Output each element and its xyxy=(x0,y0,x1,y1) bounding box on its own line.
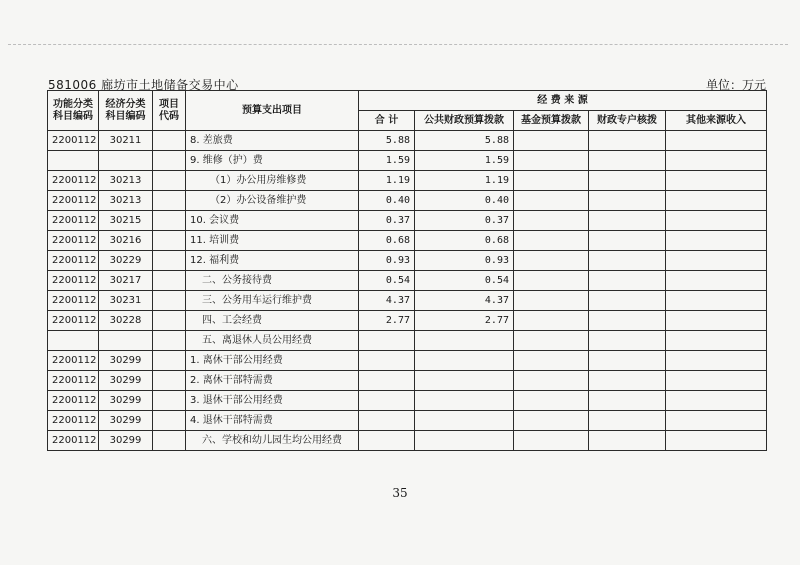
cell-func-code: 2200112 xyxy=(48,311,99,331)
cell-public-finance: 0.68 xyxy=(415,231,514,251)
cell-special-account xyxy=(589,211,666,231)
cell-public-finance xyxy=(415,391,514,411)
scan-artifact-line xyxy=(8,44,788,51)
cell-func-code: 2200112 xyxy=(48,431,99,451)
table-row xyxy=(48,171,767,191)
cell-project-code xyxy=(153,331,186,351)
cell-public-finance xyxy=(415,371,514,391)
organization-title: 581006 廊坊市土地储备交易中心 xyxy=(48,78,239,92)
unit-label: 单位：万元 xyxy=(705,78,766,92)
cell-other-income xyxy=(666,331,767,351)
cell-func-code: 2200112 xyxy=(48,251,99,271)
cell-item: 三、公务用车运行维护费 xyxy=(186,291,359,311)
cell-public-finance xyxy=(415,351,514,371)
cell-func-code: 2200112 xyxy=(48,291,99,311)
col-project-code: 项目代码 xyxy=(153,91,186,131)
cell-econ-code: 30299 xyxy=(99,391,153,411)
cell-total: 0.37 xyxy=(359,211,415,231)
cell-func-code xyxy=(48,151,99,171)
cell-econ-code: 30213 xyxy=(99,191,153,211)
cell-other-income xyxy=(666,171,767,191)
cell-total xyxy=(359,391,415,411)
cell-project-code xyxy=(153,191,186,211)
cell-total xyxy=(359,431,415,451)
table-row xyxy=(48,151,767,171)
cell-fund-budget xyxy=(514,191,589,211)
cell-other-income xyxy=(666,271,767,291)
table-row xyxy=(48,431,767,451)
cell-project-code xyxy=(153,311,186,331)
table-row xyxy=(48,391,767,411)
cell-item: 12. 福利费 xyxy=(186,251,359,271)
cell-public-finance: 2.77 xyxy=(415,311,514,331)
cell-func-code: 2200112 xyxy=(48,271,99,291)
cell-fund-budget xyxy=(514,431,589,451)
cell-special-account xyxy=(589,411,666,431)
cell-special-account xyxy=(589,131,666,151)
cell-public-finance xyxy=(415,331,514,351)
cell-func-code: 2200112 xyxy=(48,191,99,211)
table-row xyxy=(48,211,767,231)
cell-special-account xyxy=(589,311,666,331)
cell-other-income xyxy=(666,291,767,311)
cell-fund-budget xyxy=(514,391,589,411)
cell-project-code xyxy=(153,431,186,451)
cell-func-code: 2200112 xyxy=(48,371,99,391)
cell-project-code xyxy=(153,151,186,171)
cell-fund-budget xyxy=(514,251,589,271)
cell-fund-budget xyxy=(514,291,589,311)
col-funding-source: 经 费 来 源 xyxy=(359,91,767,111)
table-row xyxy=(48,311,767,331)
cell-fund-budget xyxy=(514,211,589,231)
cell-special-account xyxy=(589,331,666,351)
cell-special-account xyxy=(589,151,666,171)
cell-econ-code: 30299 xyxy=(99,351,153,371)
cell-other-income xyxy=(666,131,767,151)
col-other-income: 其他来源收入 xyxy=(666,111,767,131)
cell-item: （2）办公设备维护费 xyxy=(186,191,359,211)
cell-item: 2. 离休干部特需费 xyxy=(186,371,359,391)
cell-special-account xyxy=(589,191,666,211)
col-special-account: 财政专户核拨 xyxy=(589,111,666,131)
cell-econ-code: 30299 xyxy=(99,411,153,431)
cell-total xyxy=(359,371,415,391)
cell-item: 四、工会经费 xyxy=(186,311,359,331)
cell-func-code: 2200112 xyxy=(48,211,99,231)
cell-public-finance: 1.59 xyxy=(415,151,514,171)
page-number: 35 xyxy=(392,486,408,500)
cell-fund-budget xyxy=(514,271,589,291)
budget-table xyxy=(47,90,767,451)
cell-public-finance: 4.37 xyxy=(415,291,514,311)
cell-total: 0.68 xyxy=(359,231,415,251)
cell-econ-code: 30216 xyxy=(99,231,153,251)
cell-fund-budget xyxy=(514,331,589,351)
cell-other-income xyxy=(666,391,767,411)
cell-econ-code: 30229 xyxy=(99,251,153,271)
cell-item: 11. 培训费 xyxy=(186,231,359,251)
cell-fund-budget xyxy=(514,231,589,251)
table-row xyxy=(48,271,767,291)
cell-other-income xyxy=(666,351,767,371)
cell-item: 六、学校和幼儿园生均公用经费 xyxy=(186,431,359,451)
cell-econ-code: 30213 xyxy=(99,171,153,191)
cell-item: 五、离退休人员公用经费 xyxy=(186,331,359,351)
cell-fund-budget xyxy=(514,371,589,391)
cell-total: 0.93 xyxy=(359,251,415,271)
cell-other-income xyxy=(666,371,767,391)
cell-fund-budget xyxy=(514,151,589,171)
cell-special-account xyxy=(589,371,666,391)
cell-special-account xyxy=(589,351,666,371)
cell-public-finance: 0.40 xyxy=(415,191,514,211)
cell-other-income xyxy=(666,251,767,271)
cell-total xyxy=(359,351,415,371)
cell-total: 0.54 xyxy=(359,271,415,291)
cell-project-code xyxy=(153,251,186,271)
cell-total: 4.37 xyxy=(359,291,415,311)
table-row xyxy=(48,191,767,211)
cell-func-code: 2200112 xyxy=(48,171,99,191)
cell-func-code: 2200112 xyxy=(48,411,99,431)
cell-fund-budget xyxy=(514,351,589,371)
cell-fund-budget xyxy=(514,411,589,431)
cell-special-account xyxy=(589,231,666,251)
cell-project-code xyxy=(153,291,186,311)
cell-project-code xyxy=(153,391,186,411)
cell-public-finance: 0.37 xyxy=(415,211,514,231)
cell-func-code: 2200112 xyxy=(48,131,99,151)
cell-project-code xyxy=(153,231,186,251)
cell-total: 0.40 xyxy=(359,191,415,211)
cell-func-code: 2200112 xyxy=(48,391,99,411)
cell-public-finance: 0.54 xyxy=(415,271,514,291)
table-row xyxy=(48,131,767,151)
cell-project-code xyxy=(153,211,186,231)
cell-item: （1）办公用房维修费 xyxy=(186,171,359,191)
cell-func-code: 2200112 xyxy=(48,351,99,371)
cell-total xyxy=(359,411,415,431)
cell-project-code xyxy=(153,371,186,391)
cell-total: 2.77 xyxy=(359,311,415,331)
table-header-row xyxy=(48,91,767,111)
cell-econ-code: 30231 xyxy=(99,291,153,311)
cell-item: 3. 退休干部公用经费 xyxy=(186,391,359,411)
cell-public-finance: 1.19 xyxy=(415,171,514,191)
cell-econ-code: 30211 xyxy=(99,131,153,151)
cell-fund-budget xyxy=(514,131,589,151)
cell-item: 4. 退休干部特需费 xyxy=(186,411,359,431)
cell-econ-code: 30217 xyxy=(99,271,153,291)
col-total: 合 计 xyxy=(359,111,415,131)
cell-fund-budget xyxy=(514,311,589,331)
cell-item: 8. 差旅费 xyxy=(186,131,359,151)
cell-special-account xyxy=(589,171,666,191)
cell-project-code xyxy=(153,171,186,191)
cell-item: 二、公务接待费 xyxy=(186,271,359,291)
table-row xyxy=(48,351,767,371)
col-fund-budget: 基金预算拨款 xyxy=(514,111,589,131)
cell-func-code: 2200112 xyxy=(48,231,99,251)
table-row xyxy=(48,331,767,351)
table-row xyxy=(48,371,767,391)
cell-econ-code: 30228 xyxy=(99,311,153,331)
cell-project-code xyxy=(153,131,186,151)
cell-project-code xyxy=(153,351,186,371)
cell-total: 5.88 xyxy=(359,131,415,151)
cell-other-income xyxy=(666,191,767,211)
col-func-code: 功能分类科目编码 xyxy=(48,91,99,131)
cell-total: 1.59 xyxy=(359,151,415,171)
cell-other-income xyxy=(666,431,767,451)
cell-special-account xyxy=(589,291,666,311)
cell-item: 1. 离休干部公用经费 xyxy=(186,351,359,371)
table-row xyxy=(48,251,767,271)
cell-special-account xyxy=(589,391,666,411)
cell-econ-code xyxy=(99,331,153,351)
cell-project-code xyxy=(153,271,186,291)
cell-func-code xyxy=(48,331,99,351)
cell-other-income xyxy=(666,151,767,171)
cell-total xyxy=(359,331,415,351)
table-row xyxy=(48,411,767,431)
cell-econ-code xyxy=(99,151,153,171)
cell-other-income xyxy=(666,411,767,431)
cell-item: 10. 会议费 xyxy=(186,211,359,231)
col-public-finance: 公共财政预算拨款 xyxy=(415,111,514,131)
cell-public-finance xyxy=(415,431,514,451)
table-row xyxy=(48,231,767,251)
cell-special-account xyxy=(589,271,666,291)
cell-special-account xyxy=(589,251,666,271)
cell-project-code xyxy=(153,411,186,431)
cell-special-account xyxy=(589,431,666,451)
cell-public-finance xyxy=(415,411,514,431)
table-row xyxy=(48,291,767,311)
col-econ-code: 经济分类科目编码 xyxy=(99,91,153,131)
cell-public-finance: 0.93 xyxy=(415,251,514,271)
cell-econ-code: 30299 xyxy=(99,431,153,451)
cell-other-income xyxy=(666,211,767,231)
cell-econ-code: 30215 xyxy=(99,211,153,231)
cell-total: 1.19 xyxy=(359,171,415,191)
cell-other-income xyxy=(666,311,767,331)
cell-econ-code: 30299 xyxy=(99,371,153,391)
cell-public-finance: 5.88 xyxy=(415,131,514,151)
cell-item: 9. 维修（护）费 xyxy=(186,151,359,171)
cell-fund-budget xyxy=(514,171,589,191)
cell-other-income xyxy=(666,231,767,251)
col-item: 预算支出项目 xyxy=(186,91,359,131)
